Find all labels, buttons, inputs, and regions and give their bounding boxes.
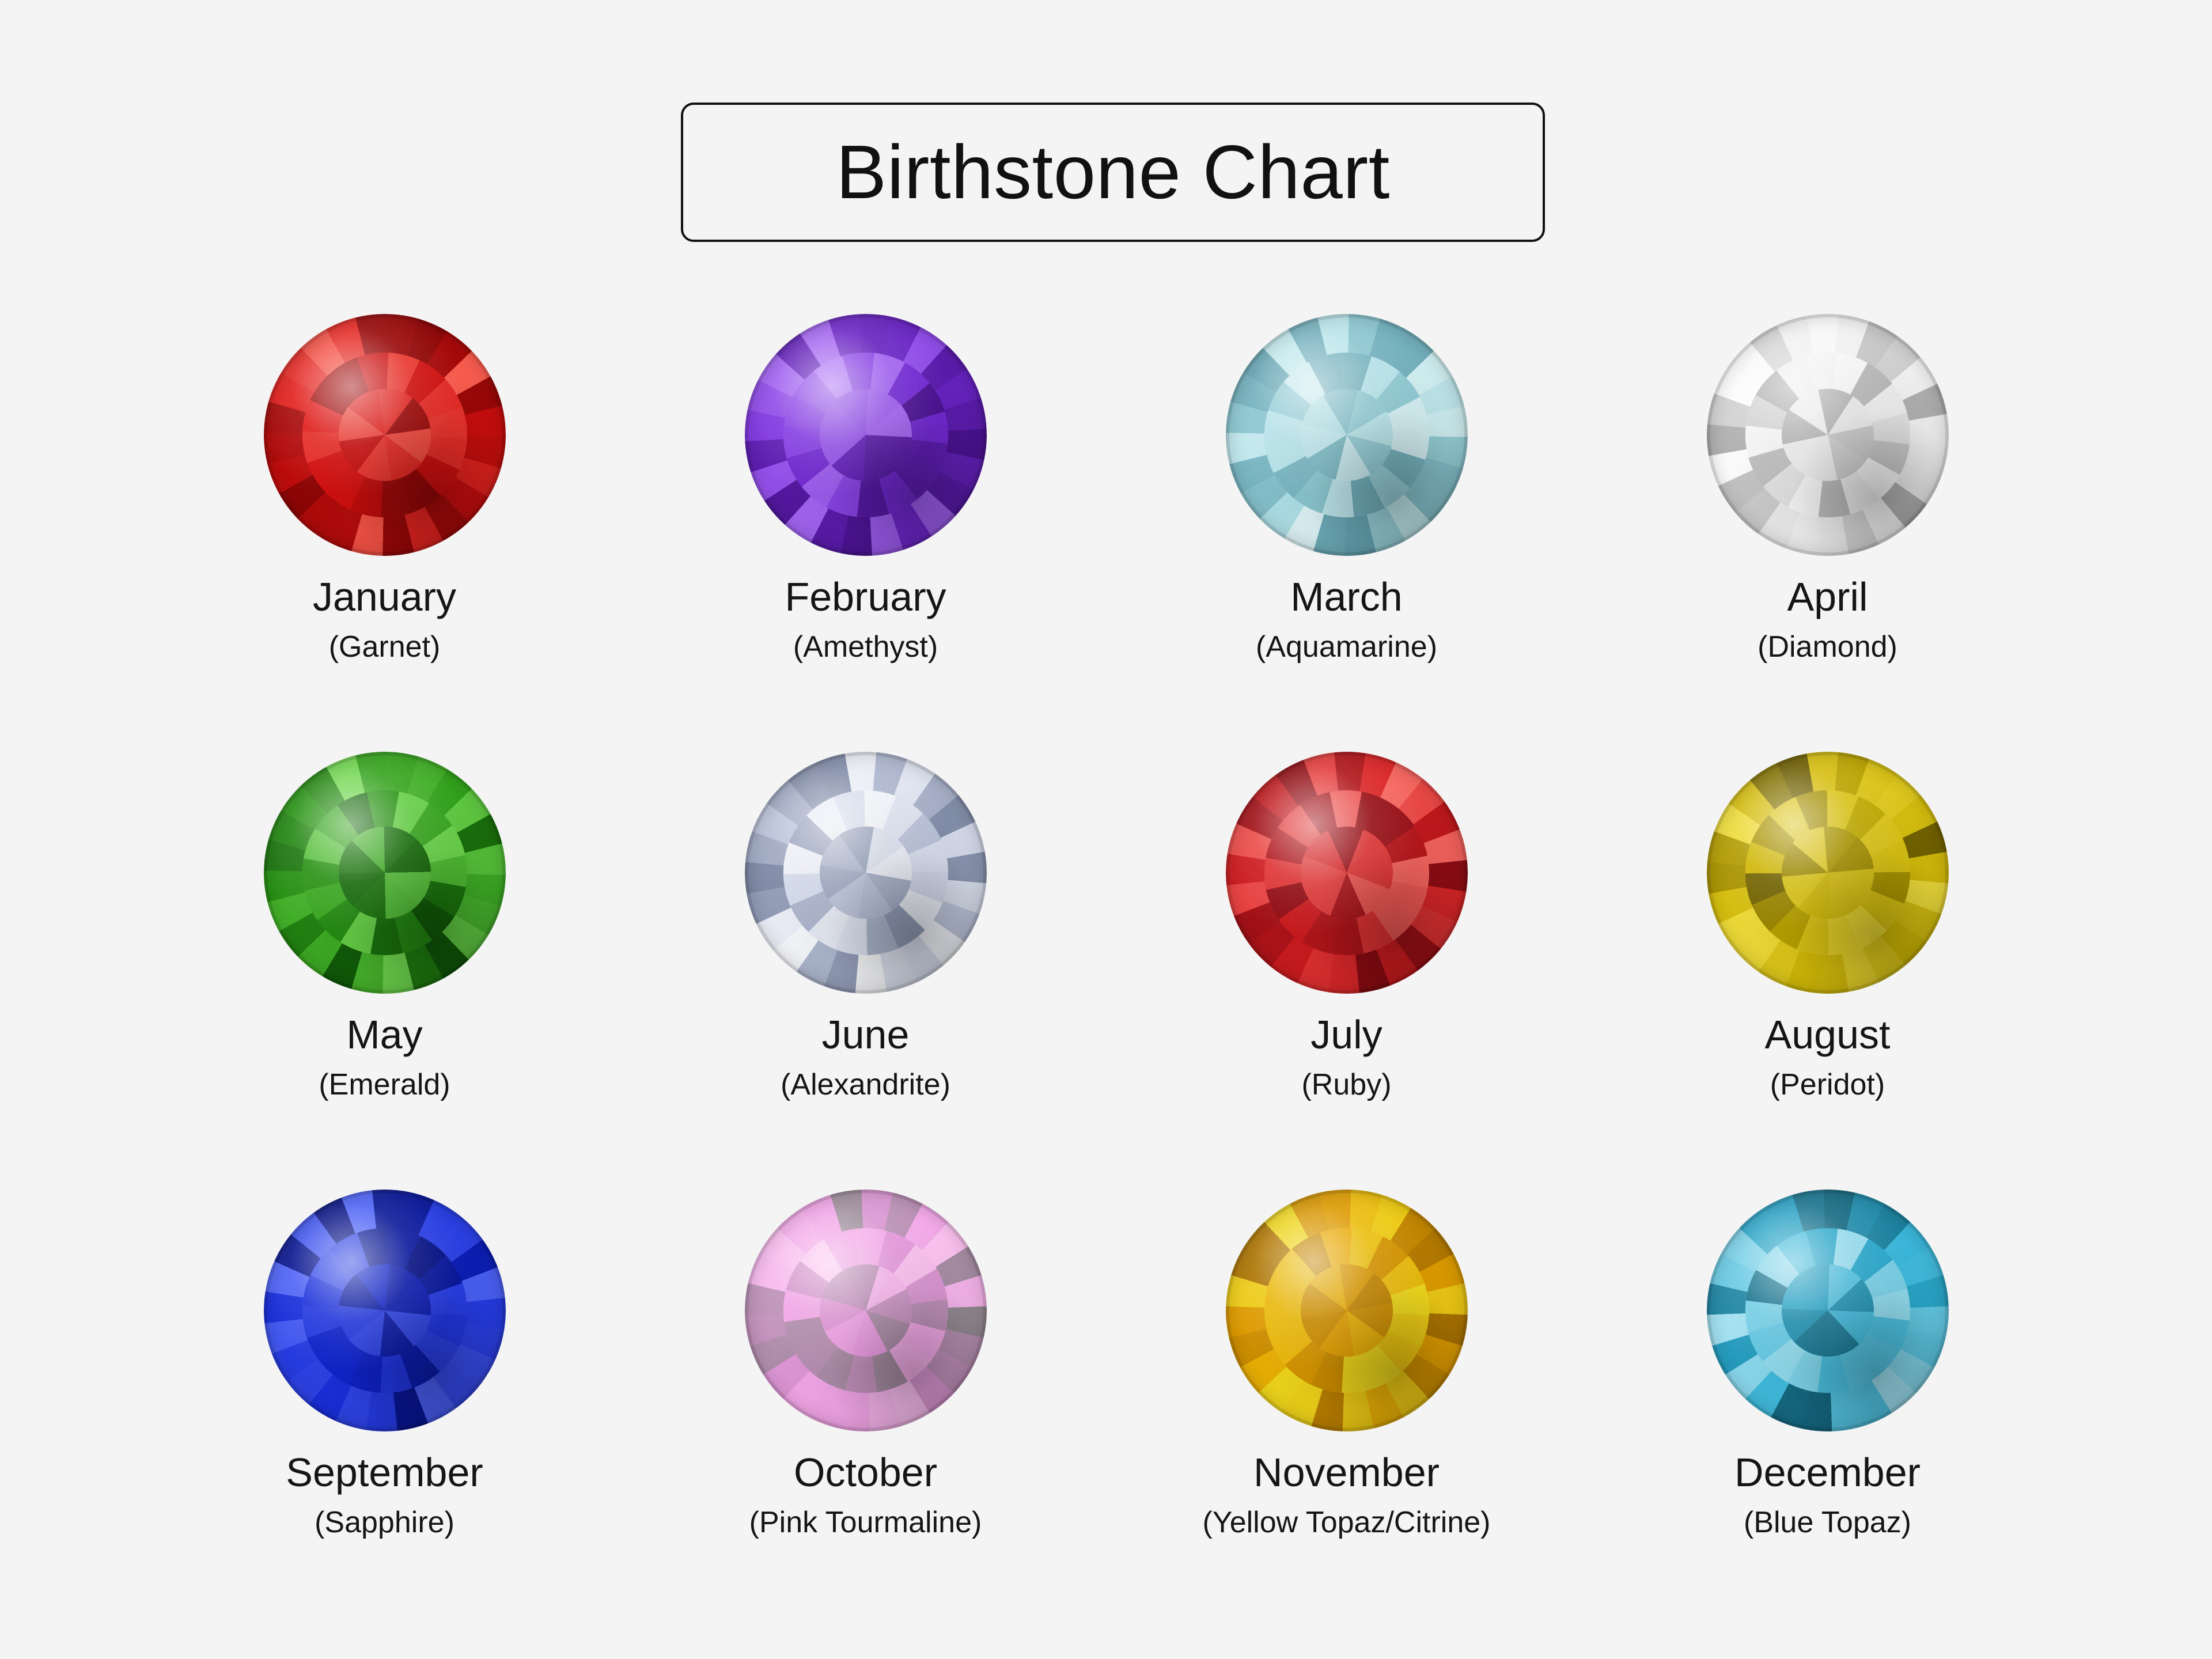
gem-february: [745, 314, 987, 556]
chart-title-box: [681, 103, 1545, 242]
gem-may: [264, 752, 506, 994]
month-label: July: [1310, 1012, 1382, 1057]
birthstone-cell: [1587, 752, 2068, 1190]
gem-october: [745, 1190, 987, 1431]
stone-label: (Ruby): [1301, 1068, 1392, 1101]
gem-december: [1707, 1190, 1949, 1431]
month-label: February: [785, 574, 946, 619]
birthstone-cell: [625, 752, 1106, 1190]
birthstone-cell: [1106, 752, 1587, 1190]
stone-label: (Alexandrite): [781, 1068, 950, 1101]
month-label: November: [1253, 1450, 1440, 1495]
stone-label: (Garnet): [328, 630, 441, 664]
month-label: April: [1787, 574, 1868, 619]
stone-label: (Yellow Topaz/Citrine): [1202, 1506, 1491, 1539]
gem-march: [1226, 314, 1468, 556]
month-label: December: [1734, 1450, 1921, 1495]
gem-july: [1226, 752, 1468, 994]
birthstone-cell: [1587, 1190, 2068, 1627]
month-label: March: [1290, 574, 1403, 619]
page-title: Birthstone Chart: [836, 130, 1390, 214]
birthstone-cell: [1106, 314, 1587, 752]
gem-november: [1226, 1190, 1468, 1431]
gem-september: [264, 1190, 506, 1431]
birthstone-cell: [144, 1190, 625, 1627]
birthstone-cell: [1106, 1190, 1587, 1627]
stone-label: (Amethyst): [793, 630, 938, 664]
month-label: October: [794, 1450, 937, 1495]
stone-label: (Pink Tourmaline): [749, 1506, 982, 1539]
stone-label: (Emerald): [319, 1068, 450, 1101]
birthstone-cell: [625, 1190, 1106, 1627]
gem-june: [745, 752, 987, 994]
birthstone-cell: [144, 752, 625, 1190]
birthstone-cell: [1587, 314, 2068, 752]
stone-label: (Aquamarine): [1255, 630, 1438, 664]
month-label: January: [312, 574, 457, 619]
birthstone-cell: [144, 314, 625, 752]
gem-april: [1707, 314, 1949, 556]
birthstone-grid: [144, 314, 2068, 1627]
stone-label: (Peridot): [1770, 1068, 1885, 1101]
month-label: May: [346, 1012, 423, 1057]
stone-label: (Blue Topaz): [1744, 1506, 1911, 1539]
gem-january: [264, 314, 506, 556]
stone-label: (Diamond): [1758, 630, 1897, 664]
month-label: June: [821, 1012, 910, 1057]
gem-august: [1707, 752, 1949, 994]
birthstone-cell: [625, 314, 1106, 752]
stone-label: (Sapphire): [315, 1506, 454, 1539]
month-label: September: [286, 1450, 483, 1495]
month-label: August: [1764, 1012, 1891, 1057]
